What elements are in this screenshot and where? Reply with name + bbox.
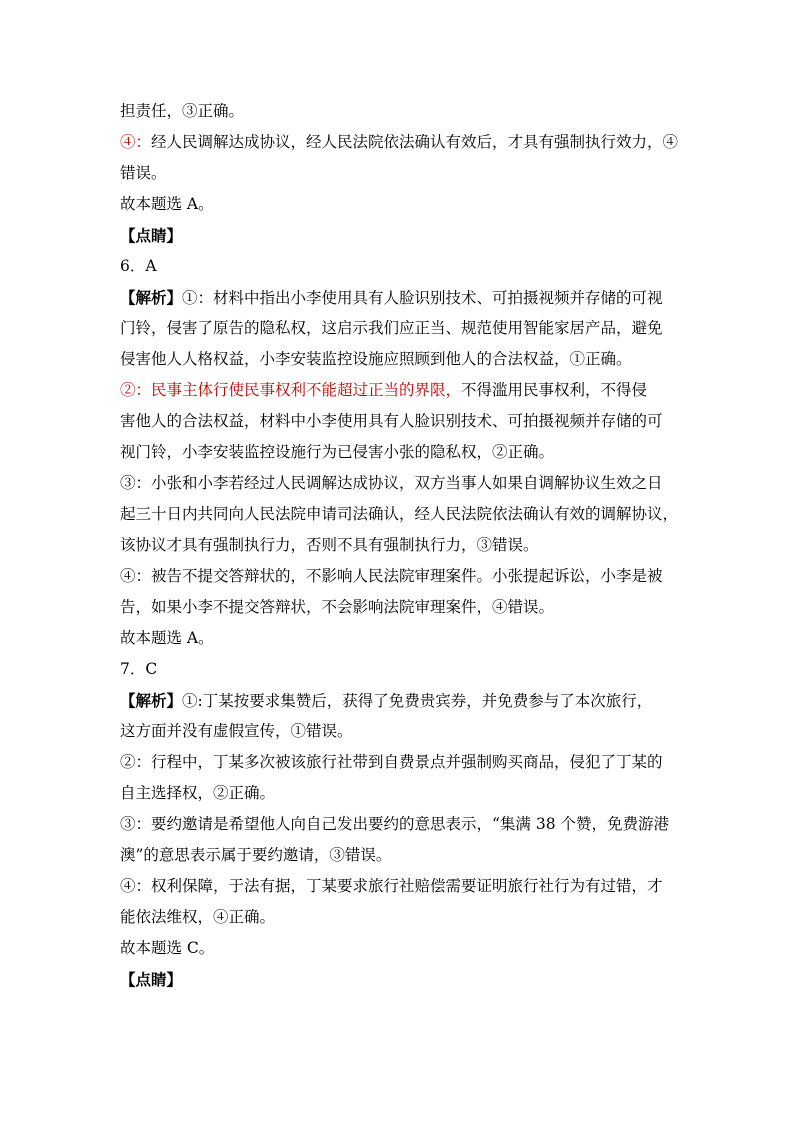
text-line-25: 澳”的意思表示属于要约邀请，③错误。 — [120, 846, 392, 864]
heading-dianjing: 【点睛】 — [120, 226, 183, 245]
text-line-18: 故本题选 A。 — [120, 629, 214, 647]
text-line-14: 起三十日内共同向人民法院申请司法确认，经人民法院依法确认有效的调解协议， — [120, 505, 679, 523]
red-highlight: ②：民事主体行使民事权利不能超过正当的界限， — [120, 381, 462, 399]
line-rest: ①:丁某按要求集赞后，获得了免费贵宾券，并免费参与了本次旅行， — [182, 692, 653, 710]
analysis-label: 【解析】 — [120, 691, 183, 710]
text-line-27: 能依法维权，④正确。 — [120, 908, 276, 926]
text-line-4: 故本题选 A。 — [120, 195, 214, 213]
text-line-15: 该协议才具有强制执行力，否则不具有强制执行力，③错误。 — [120, 536, 539, 554]
line-rest: ①：材料中指出小李使用具有人脸识别技术、可拍摄视频并存储的可视 — [182, 289, 663, 307]
text-line-2 — [120, 127, 680, 158]
text-line-22: ②：行程中，丁某多次被该旅行社带到自费景点并强制购买商品，侵犯了丁某的 — [120, 753, 663, 771]
line-rest: 不得滥用民事权利，不得侵 — [461, 381, 648, 399]
text-line-16: ④：被告不提交答辩状的，不影响人民法院审理案件。小张提起诉讼，小李是被 — [120, 567, 663, 585]
text-line-20 — [120, 685, 680, 716]
text-line-1: 担责任，③正确。 — [120, 102, 245, 120]
text-line-9: 侵害他人人格权益，小李安装监控设施应照顾到他人的合法权益，①正确。 — [120, 350, 632, 368]
text-line-3: 错误。 — [120, 164, 167, 182]
text-line-28: 故本题选 C。 — [120, 939, 215, 957]
text-line-8: 门铃，侵害了原告的隐私权，这启示我们应正当、规范使用智能家居产品，避免 — [120, 319, 663, 337]
text-line-11: 害他人的合法权益，材料中小李使用具有人脸识别技术、可拍摄视频并存储的可 — [120, 412, 663, 430]
text-line-13: ③：小张和小李若经过人民调解达成协议，双方当事人如果自调解协议生效之日 — [120, 474, 663, 492]
text-line-10 — [120, 375, 680, 406]
red-marker: ④： — [120, 133, 152, 151]
question-number-7: 7．C — [120, 660, 158, 678]
text-line-26: ④：权利保障，于法有据，丁某要求旅行社赔偿需要证明旅行社行为有过错，才 — [120, 877, 663, 895]
question-number-6: 6．A — [120, 257, 157, 275]
text-line-12: 视门铃，小李安装监控设施行为已侵害小张的隐私权，②正确。 — [120, 443, 555, 461]
heading-dianjing: 【点睛】 — [120, 970, 183, 989]
text-line-17: 告，如果小李不提交答辩状，不会影响法院审理案件，④错误。 — [120, 598, 555, 616]
text-line-21: 这方面并没有虚假宣传，①错误。 — [120, 722, 353, 740]
text-line-7 — [120, 282, 680, 313]
line-rest: 经人民调解达成协议，经人民法院依法确认有效后，才具有强制执行效力，④ — [151, 133, 679, 151]
text-line-23: 自主选择权，②正确。 — [120, 784, 276, 802]
analysis-label: 【解析】 — [120, 288, 183, 307]
text-line-24: ③：要约邀请是希望他人向自己发出要约的意思表示，“集满 38 个赞，免费游港 — [120, 815, 670, 833]
